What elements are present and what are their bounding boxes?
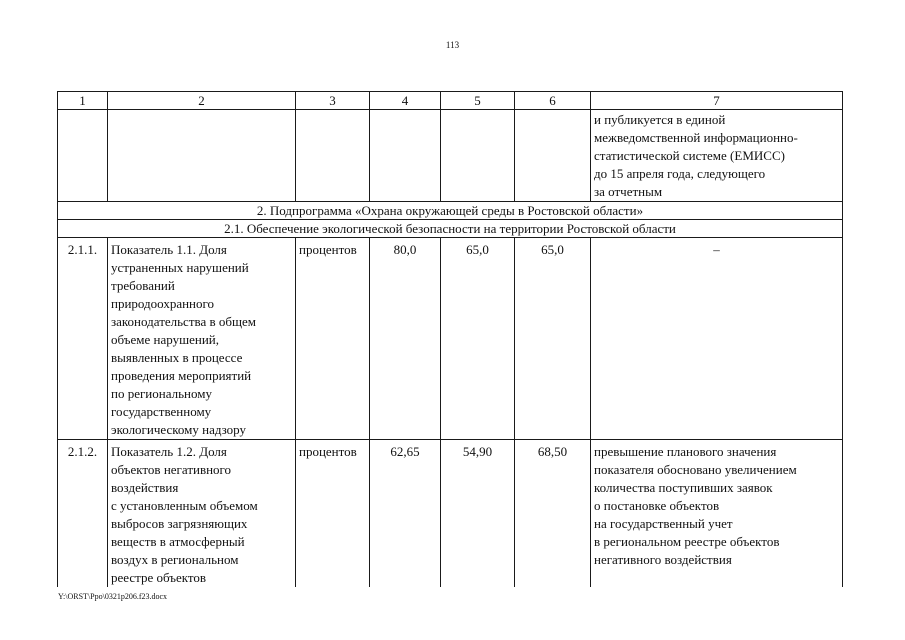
note-line: превышение планового значения	[594, 444, 777, 459]
value-col4: 62,65	[370, 440, 441, 588]
note-line: показателя обосновано увеличением	[594, 462, 797, 477]
indicator-line: объеме нарушений,	[111, 332, 219, 347]
row-code: 2.1.2.	[58, 440, 108, 588]
indicator-line: воздух в региональном	[111, 552, 239, 567]
note-cell	[591, 440, 843, 588]
value-col5: 65,0	[441, 238, 515, 440]
section-title: 2. Подпрограмма «Охрана окружающей среды в Ростовской области»	[58, 202, 843, 220]
indicator-line: Показатель 1.2. Доля	[111, 444, 227, 459]
header-cell-4: 4	[370, 92, 441, 110]
continuation-cell-2	[108, 110, 296, 202]
indicator-line: веществ в атмосферный	[111, 534, 245, 549]
indicator-line: по региональному	[111, 386, 212, 401]
indicator-line: природоохранного	[111, 296, 215, 311]
value-col6: 65,0	[515, 238, 591, 440]
indicator-line: требований	[111, 278, 175, 293]
note-cell	[591, 238, 843, 440]
indicator-line: Показатель 1.1. Доля	[111, 242, 227, 257]
header-cell-1: 1	[58, 92, 108, 110]
header-cell-6: 6	[515, 92, 591, 110]
indicator-line: выявленных в процессе	[111, 350, 243, 365]
continuation-line: статистической системе (ЕМИСС)	[594, 148, 785, 163]
continuation-note-cell	[591, 110, 843, 202]
header-cell-5: 5	[441, 92, 515, 110]
row-code: 2.1.1.	[58, 238, 108, 440]
subsection-title: 2.1. Обеспечение экологической безопасности на территории Ростовской области	[58, 220, 843, 238]
note-line: о постановке объектов	[594, 498, 720, 513]
indicator-line: законодательства в общем	[111, 314, 257, 329]
indicator-line: объектов негативного	[111, 462, 232, 477]
subsection-row	[58, 220, 843, 238]
continuation-cell-3	[296, 110, 370, 202]
table-header-row	[58, 92, 843, 110]
file-path-footer: Y:\ORST\Ppo\0321p206.f23.docx	[58, 592, 168, 601]
value-col5: 54,90	[441, 440, 515, 588]
continuation-line: и публикуется в единой	[594, 112, 726, 127]
indicators-table	[57, 91, 843, 587]
indicator-name	[108, 238, 296, 440]
indicator-line: воздействия	[111, 480, 179, 495]
note-line: –	[713, 242, 720, 257]
indicator-line: государственному	[111, 404, 212, 419]
note-line: на государственный учет	[594, 516, 733, 531]
continuation-cell-6	[515, 110, 591, 202]
continuation-cell-5	[441, 110, 515, 202]
value-col6: 68,50	[515, 440, 591, 588]
unit-cell: процентов	[296, 238, 370, 440]
section-row	[58, 202, 843, 220]
table-row	[58, 238, 843, 440]
table-row	[58, 440, 843, 588]
continuation-line: до 15 апреля года, следующего	[594, 166, 766, 181]
indicator-line: проведения мероприятий	[111, 368, 252, 383]
indicator-line: устраненных нарушений	[111, 260, 249, 275]
continuation-cell-4	[370, 110, 441, 202]
indicator-name	[108, 440, 296, 588]
continuation-cell-1	[58, 110, 108, 202]
indicator-line: реестре объектов	[111, 570, 207, 585]
unit-cell: процентов	[296, 440, 370, 588]
value-col4: 80,0	[370, 238, 441, 440]
header-cell-7: 7	[591, 92, 843, 110]
indicator-line: с установленным объемом	[111, 498, 258, 513]
header-cell-3: 3	[296, 92, 370, 110]
note-line: количества поступивших заявок	[594, 480, 773, 495]
continuation-line: межведомственной информационно-	[594, 130, 798, 145]
note-line: негативного воздействия	[594, 552, 732, 567]
page-number: 113	[445, 40, 460, 50]
note-line: в региональном реестре объектов	[594, 534, 780, 549]
indicator-line: выбросов загрязняющих	[111, 516, 248, 531]
header-cell-2: 2	[108, 92, 296, 110]
continuation-line: за отчетным	[594, 184, 663, 199]
continuation-row	[58, 110, 843, 202]
indicator-line: экологическому надзору	[111, 422, 247, 437]
